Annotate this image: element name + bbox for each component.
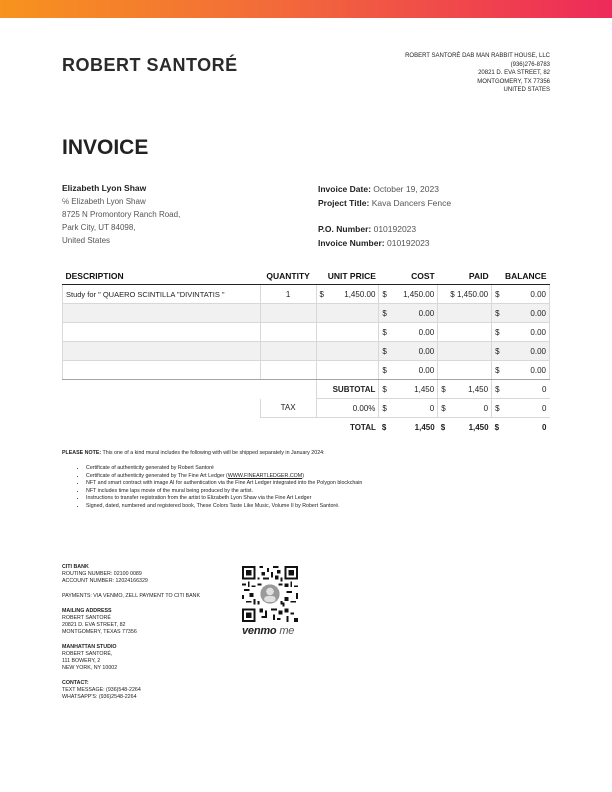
list-item: • Certificate of authenticity generated by Robert Santoré bbox=[86, 465, 552, 472]
note-list bbox=[62, 465, 552, 510]
bank-title: CITI BANK bbox=[62, 564, 89, 570]
contact-block bbox=[62, 680, 200, 701]
row-quantity bbox=[260, 323, 316, 342]
invoice-number-value: 010192023 bbox=[386, 238, 430, 248]
row-unit-price bbox=[316, 323, 379, 342]
row-paid bbox=[438, 323, 492, 342]
mailing-line: 20821 D. EVA STREET, 82 bbox=[62, 622, 126, 628]
invoice-date-value: October 19, 2023 bbox=[373, 184, 439, 194]
list-item: • Instructions to transfer registration from the artist to Elizabeth Lyon Shaw via the Fine Art Ledger bbox=[86, 495, 552, 502]
list-item: • Signed, dated, numbered and registered book, These Colors Taste Like Music, Volume II by Robert Santoré. bbox=[86, 503, 552, 510]
invoice-meta bbox=[318, 182, 451, 250]
note-text: This one of a kind mural includes the following with will be shipped separately in January 2024: bbox=[102, 450, 325, 456]
row-cost: $ 0.00 bbox=[379, 361, 438, 380]
subtotal-label: SUBTOTAL bbox=[316, 380, 379, 399]
row-cost: $ 1,450.00 bbox=[379, 285, 438, 304]
bank-block bbox=[62, 564, 200, 585]
brand-name: ROBERT SANTORÉ bbox=[62, 55, 238, 75]
project-title-label: Project Title: bbox=[318, 198, 370, 208]
invoice-date-row bbox=[318, 182, 451, 196]
payments-line: PAYMENTS: VIA VENMO, ZELL PAYMENT TO CITI BANK bbox=[62, 593, 201, 599]
tax-balance: $ 0 bbox=[492, 399, 550, 418]
row-balance: $ 0.00 bbox=[492, 361, 550, 380]
routing-number: ROUTING NUMBER: 02100 0089 bbox=[62, 571, 142, 577]
mailing-block bbox=[62, 608, 200, 636]
company-line: ROBERT SANTORÉ DAB MAN RABBIT HOUSE, LLC bbox=[405, 53, 550, 59]
row-unit-price: $ 1,450.00 bbox=[316, 285, 379, 304]
bill-to bbox=[62, 182, 180, 247]
tax-label: TAX bbox=[260, 399, 316, 418]
row-cost: $ 0.00 bbox=[379, 304, 438, 323]
row-balance: $ 0.00 bbox=[492, 342, 550, 361]
row-cost: $ 0.00 bbox=[379, 342, 438, 361]
col-description: DESCRIPTION bbox=[63, 268, 261, 285]
invoice-number-label: Invoice Number: bbox=[318, 238, 385, 248]
fine-art-ledger-link[interactable]: WWW.FINEARTLEDGER.COM bbox=[227, 472, 303, 479]
row-unit-price bbox=[316, 304, 379, 323]
payment-info bbox=[62, 564, 200, 709]
table-row bbox=[63, 285, 550, 304]
col-cost: COST bbox=[379, 268, 438, 285]
row-description: Study for " QUAERO SCINTILLA "DIVINTATIS " bbox=[63, 285, 261, 304]
row-balance: $ 0.00 bbox=[492, 304, 550, 323]
studio-block bbox=[62, 644, 200, 672]
table-row bbox=[63, 304, 550, 323]
col-balance: BALANCE bbox=[492, 268, 550, 285]
subtotal-row bbox=[63, 380, 550, 399]
mailing-line: MONTGOMERY, TEXAS 77356 bbox=[62, 629, 137, 635]
row-description bbox=[63, 361, 261, 380]
venmo-qr-code-icon[interactable] bbox=[242, 566, 298, 622]
total-paid: $ 1,450 bbox=[438, 418, 492, 437]
list-item: • NFT and smart contract with image AI for authentication via the Fine Art Ledger integrated into the Polygon blockchain bbox=[86, 480, 552, 487]
list-item: • NFT includes time laps movie of the mural being produced by the artist. bbox=[86, 488, 552, 495]
row-description bbox=[63, 304, 261, 323]
po-number-label: P.O. Number: bbox=[318, 224, 372, 234]
row-unit-price bbox=[316, 361, 379, 380]
total-label: TOTAL bbox=[316, 418, 379, 437]
table-row bbox=[63, 342, 550, 361]
row-quantity bbox=[260, 304, 316, 323]
contact-line: WHATSAPP'S: (936)2548-2264 bbox=[62, 694, 137, 700]
tax-row bbox=[63, 399, 550, 418]
table-header-row bbox=[63, 268, 550, 285]
total-balance: $ 0 bbox=[492, 418, 550, 437]
row-quantity bbox=[260, 342, 316, 361]
row-paid bbox=[438, 361, 492, 380]
client-line: 8725 N Promontory Ranch Road, bbox=[62, 210, 181, 219]
row-unit-price bbox=[316, 342, 379, 361]
client-name: Elizabeth Lyon Shaw bbox=[62, 183, 147, 193]
row-quantity bbox=[260, 361, 316, 380]
col-quantity: QUANTITY bbox=[260, 268, 316, 285]
total-cost: $ 1,450 bbox=[379, 418, 438, 437]
invoice-date-label: Invoice Date: bbox=[318, 184, 371, 194]
tax-paid: $ 0 bbox=[438, 399, 492, 418]
note-label: PLEASE NOTE: bbox=[62, 450, 102, 456]
row-quantity: 1 bbox=[260, 285, 316, 304]
venmo-logo: venmo me bbox=[242, 625, 295, 637]
company-line: UNITED STATES bbox=[503, 87, 550, 93]
row-paid bbox=[438, 304, 492, 323]
note-section bbox=[62, 450, 552, 511]
table-row bbox=[63, 323, 550, 342]
row-balance: $ 0.00 bbox=[492, 285, 550, 304]
note-intro bbox=[62, 450, 552, 457]
subtotal-paid: $ 1,450 bbox=[438, 380, 492, 399]
tax-rate: 0.00% bbox=[316, 399, 379, 418]
client-line: United States bbox=[62, 236, 111, 245]
project-title-row bbox=[318, 196, 451, 210]
list-item: • Certificate of authenticity generated by The Fine Art Ledger (WWW.FINEARTLEDGER.COM) bbox=[86, 473, 552, 480]
document-title: INVOICE bbox=[62, 136, 149, 159]
col-paid: PAID bbox=[438, 268, 492, 285]
row-paid: $ 1,450.00 bbox=[438, 285, 492, 304]
company-line: (936)276-8783 bbox=[510, 61, 550, 68]
po-number-row bbox=[318, 222, 451, 236]
line-items-table bbox=[62, 268, 550, 437]
po-number-value: 010192023 bbox=[373, 224, 417, 234]
account-number: ACCOUNT NUMBER: 12024166329 bbox=[62, 578, 148, 584]
total-row bbox=[63, 418, 550, 437]
top-gradient-bar bbox=[0, 0, 612, 18]
subtotal-balance: $ 0 bbox=[492, 380, 550, 399]
client-line: Park City, UT 84098, bbox=[62, 223, 136, 232]
row-paid bbox=[438, 342, 492, 361]
row-cost: $ 0.00 bbox=[379, 323, 438, 342]
tax-cost: $ 0 bbox=[379, 399, 438, 418]
contact-line: TEXT MESSAGE: (936)548-2264 bbox=[62, 687, 141, 693]
mailing-title: MAILING ADDRESS bbox=[62, 608, 112, 614]
studio-line: ROBERT SANTORÉ, bbox=[62, 651, 113, 657]
studio-line: 111 BOWERY, 2 bbox=[62, 658, 101, 664]
company-line: 20821 D. EVA STREET, 82 bbox=[478, 70, 550, 76]
invoice-number-row bbox=[318, 236, 451, 250]
studio-title: MANHATTAN STUDIO bbox=[62, 644, 117, 650]
row-description bbox=[63, 342, 261, 361]
client-line: ℅ Elizabeth Lyon Shaw bbox=[62, 197, 146, 206]
row-balance: $ 0.00 bbox=[492, 323, 550, 342]
table-row bbox=[63, 361, 550, 380]
mailing-line: ROBERT SANTORÉ bbox=[62, 615, 111, 621]
company-address bbox=[405, 52, 550, 95]
company-line: MONTGOMERY, TX 77356 bbox=[477, 78, 550, 85]
subtotal-cost: $ 1,450 bbox=[379, 380, 438, 399]
col-unit-price: UNIT PRICE bbox=[316, 268, 379, 285]
project-title-value: Kava Dancers Fence bbox=[371, 198, 452, 208]
studio-line: NEW YORK, NY 10002 bbox=[62, 665, 118, 671]
row-description bbox=[63, 323, 261, 342]
contact-title: CONTACT: bbox=[62, 680, 89, 686]
